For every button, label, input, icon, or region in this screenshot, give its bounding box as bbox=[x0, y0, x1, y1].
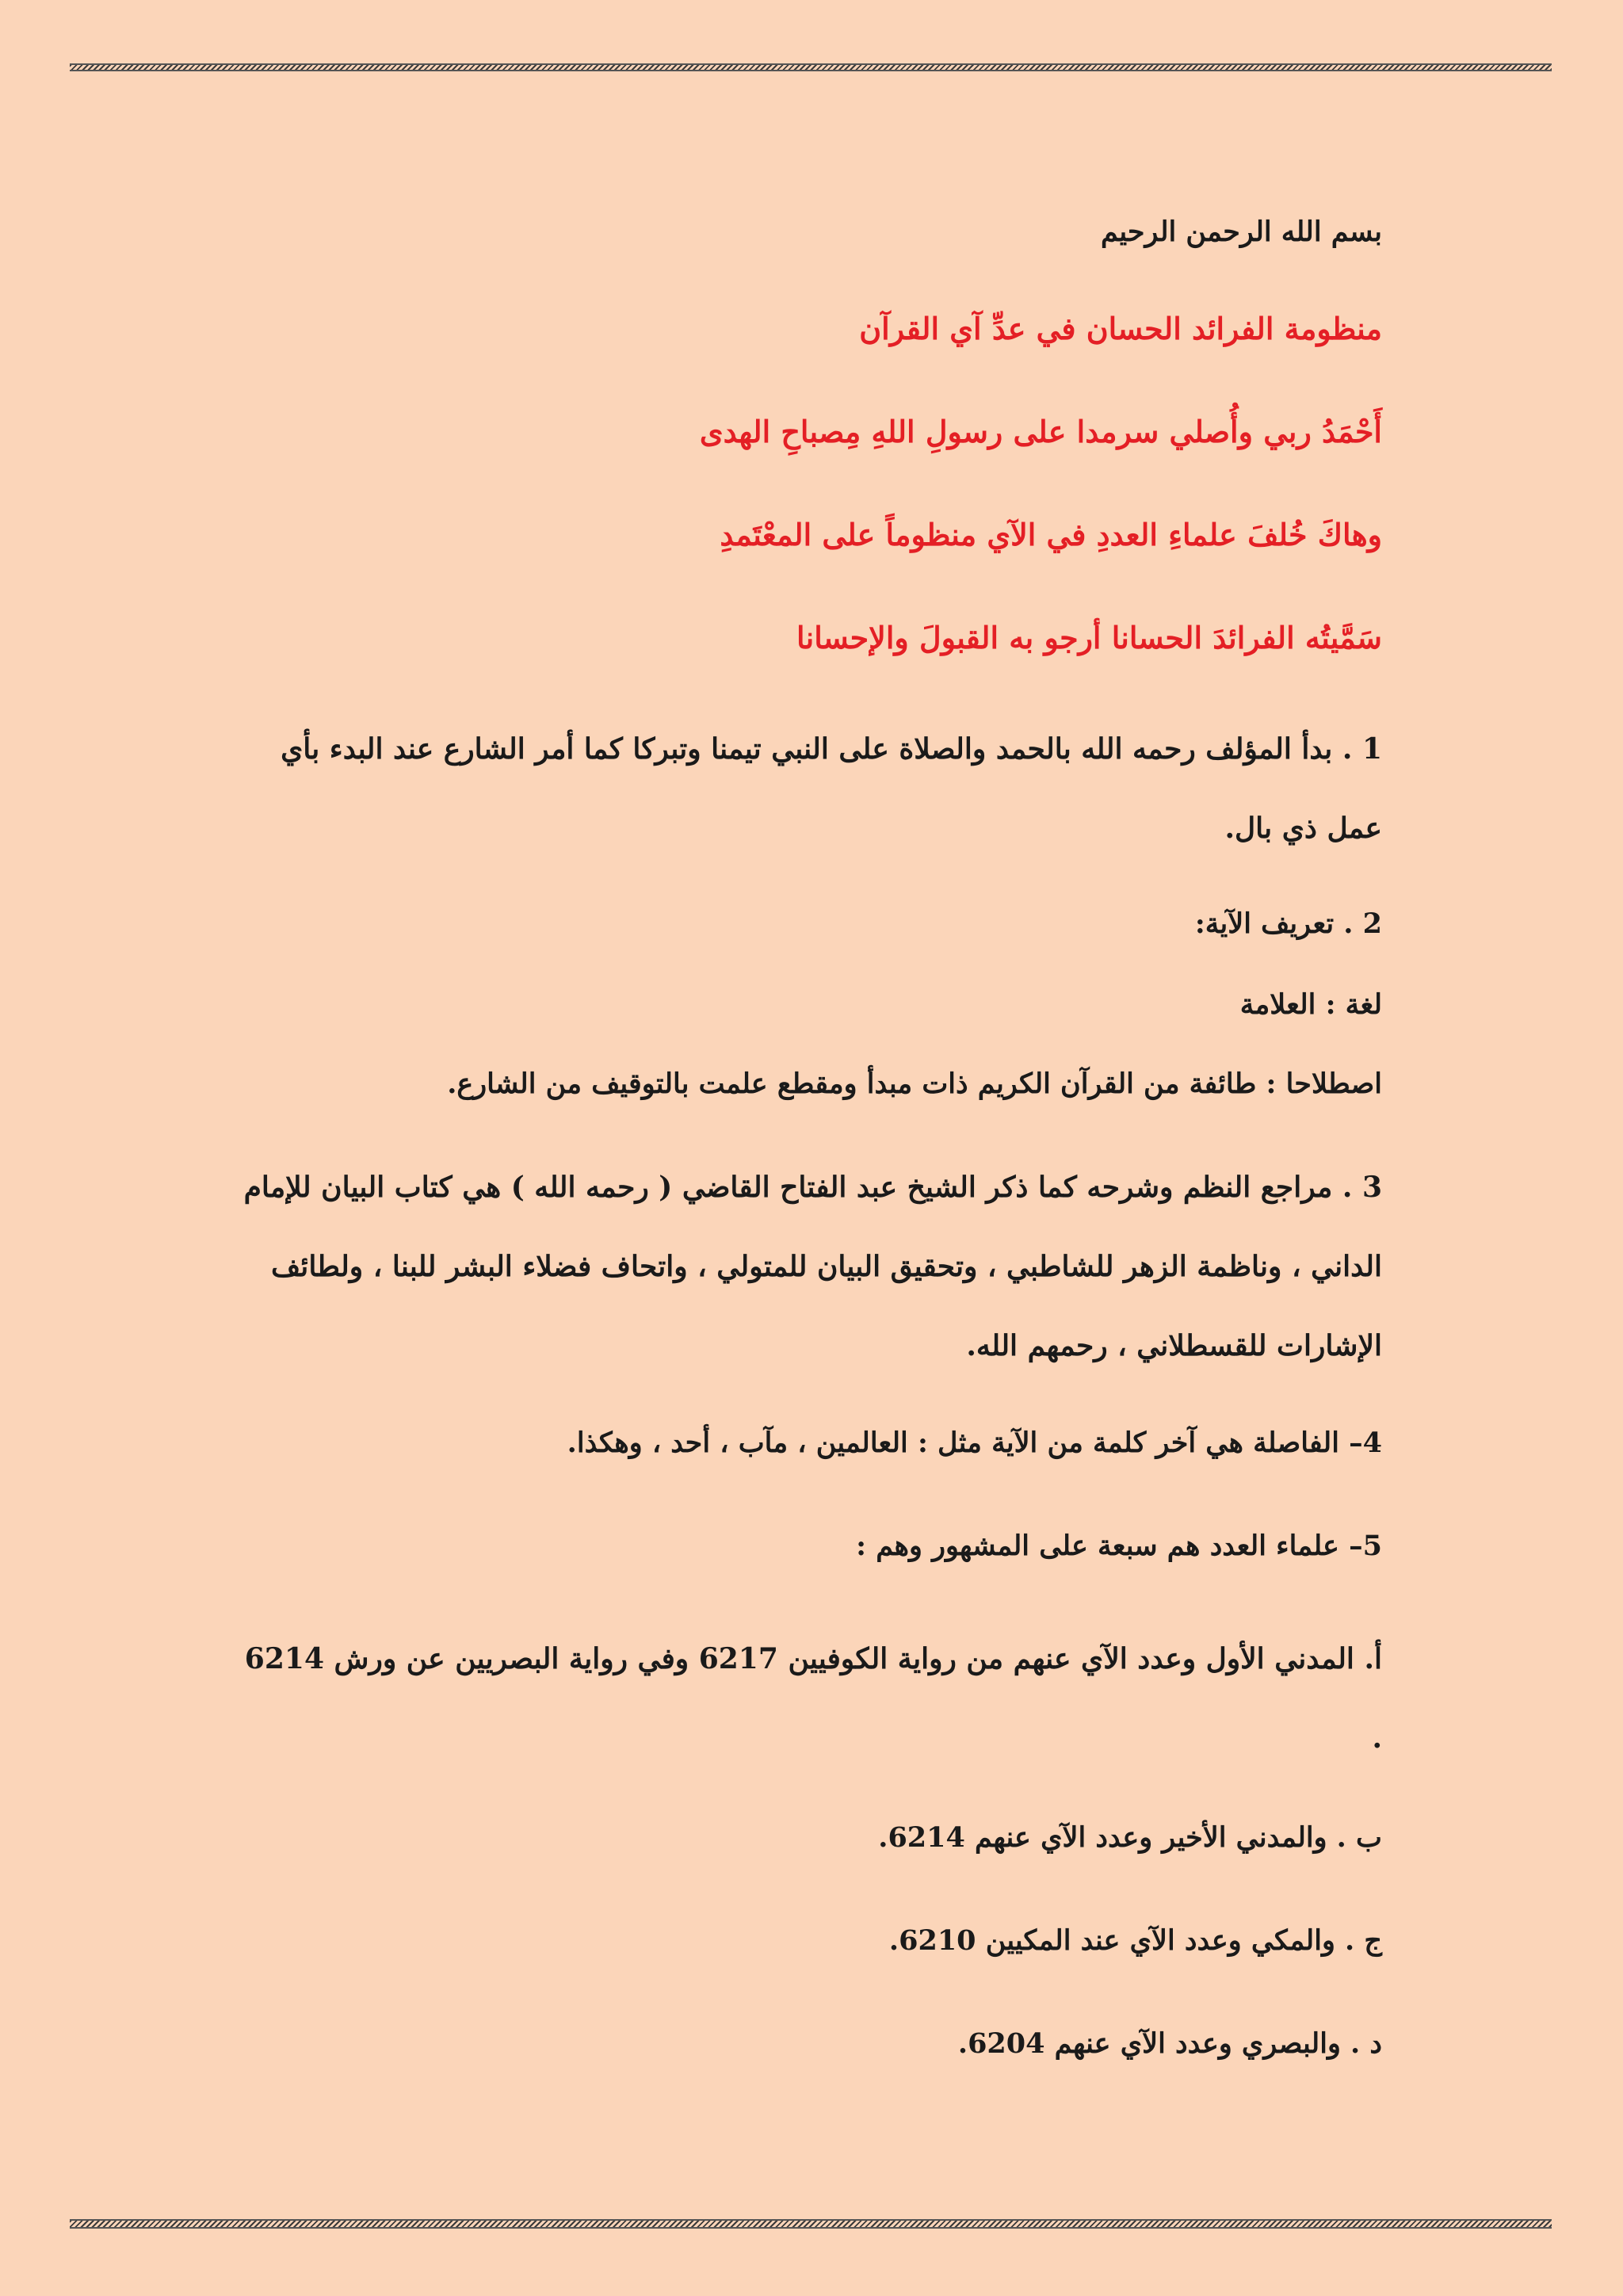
note-2-istilah: اصطلاحا : طائفة من القرآن الكريم ذات مبدأ ومقطع علمت بالتوقيف من الشارع. bbox=[447, 1068, 1382, 1100]
note-5-d: د . والبصري وعدد الآي عنهم 6204. bbox=[957, 2027, 1382, 2060]
note-3: 3 . مراجع النظم وشرحه كما ذكر الشيخ عبد الفتاح القاضي ( رحمه الله ) هي كتاب البيان للإمام الداني ، وناظمة الزهر للشاطبي ، وتحقيق البيان للمتولي ، واتحاف فضلاء البشر للبنا ، ولطائف الإشارات للقسطلاني ، رحمهم الله. bbox=[243, 1171, 1382, 1362]
note-1: 1 . بدأ المؤلف رحمه الله بالحمد والصلاة على النبي تيمنا وتبركا كما أمر الشارع عند البدء بأي عمل ذي بال. bbox=[281, 732, 1382, 845]
bottom-decorative-rule bbox=[70, 2219, 1552, 2229]
bismillah: بسم الله الرحمن الرحيم bbox=[1101, 216, 1382, 248]
note-5-b: ب . والمدني الأخير وعدد الآي عنهم 6214. bbox=[878, 1821, 1382, 1854]
document-body bbox=[238, 0, 1382, 2296]
note-5-a: أ. المدني الأول وعدد الآي عنهم من رواية الكوفيين 6217 وفي رواية البصريين عن ورش 6214 . bbox=[244, 1642, 1382, 1755]
note-4: 4– الفاصلة هي آخر كلمة من الآية مثل : العالمين ، مآب ، أحد ، وهكذا. bbox=[567, 1427, 1382, 1459]
note-5-c: ج . والمكي وعدد الآي عند المكيين 6210. bbox=[888, 1924, 1382, 1957]
note-2-lugha: لغة : العلامة bbox=[1239, 988, 1382, 1021]
verse-1: أَحْمَدُ ربي وأُصلي سرمدا على رسولِ اللهِ مِصباحِ الهدى bbox=[699, 414, 1382, 449]
verse-2: وهاكَ خُلفَ علماءِ العددِ في الآي منظوماً على المعْتَمدِ bbox=[720, 517, 1382, 552]
verse-3: سَمَّيتُه الفرائدَ الحسانا أرجو به القبولَ والإحسانا bbox=[796, 620, 1382, 655]
note-2-heading: 2 . تعريف الآية: bbox=[1194, 907, 1382, 940]
poem-title: منظومة الفرائد الحسان في عدِّ آي القرآن bbox=[859, 311, 1382, 346]
note-5: 5– علماء العدد هم سبعة على المشهور وهم : bbox=[856, 1530, 1382, 1562]
